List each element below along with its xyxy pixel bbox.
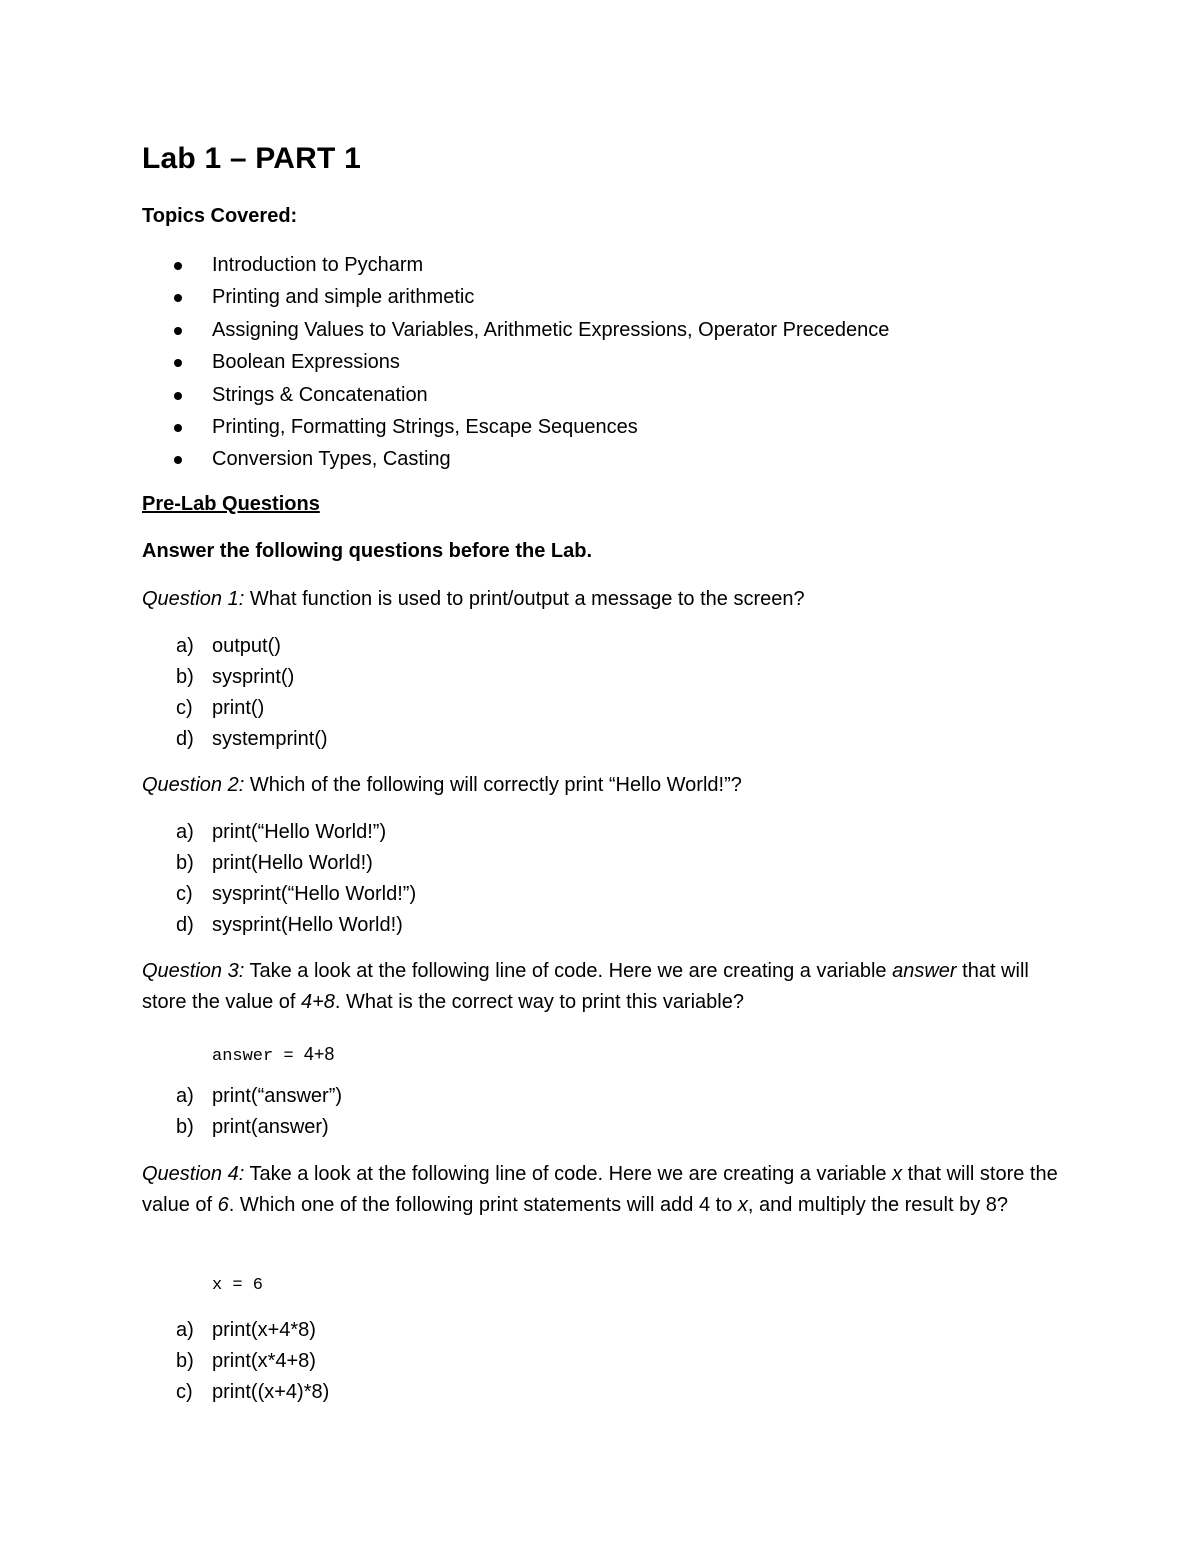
option-item: b) print(Hello World!) bbox=[176, 852, 373, 874]
code-line: answer = 4+8 bbox=[212, 1044, 335, 1066]
list-item: Boolean Expressions bbox=[142, 346, 889, 378]
option-item: a) print(“answer”) bbox=[176, 1085, 343, 1107]
question-4: Question 4: Take a look at the following line of code. Here we are creating a variable x that will store the value of 6. Which one of the following print statements will add 4 to x, and multiply the result by 8? bbox=[142, 1163, 1058, 1216]
code-line: x = 6 bbox=[212, 1276, 264, 1295]
option-item: c) sysprint(“Hello World!”) bbox=[176, 883, 417, 905]
option-item: a) output() bbox=[176, 635, 281, 657]
prelab-heading: Pre-Lab Questions bbox=[142, 493, 320, 515]
question-text: Which of the following will correctly print “Hello World!”? bbox=[244, 774, 742, 796]
bullet-icon bbox=[174, 327, 182, 335]
bullet-icon bbox=[174, 359, 182, 367]
question-1-options bbox=[142, 631, 328, 755]
option-item: c) print((x+4)*8) bbox=[176, 1381, 330, 1403]
bullet-icon bbox=[174, 392, 182, 400]
option-item: a) print(x+4*8) bbox=[176, 1319, 316, 1341]
bullet-icon bbox=[174, 456, 182, 464]
option-item: b) print(answer) bbox=[176, 1116, 329, 1138]
option-item: b) sysprint() bbox=[176, 666, 295, 688]
list-item: Printing, Formatting Strings, Escape Sequences bbox=[142, 411, 889, 443]
question-4-options bbox=[142, 1315, 329, 1408]
question-label: Question 1: bbox=[142, 588, 245, 610]
topics-label: Topics Covered: bbox=[142, 205, 298, 227]
question-2 bbox=[142, 770, 1072, 801]
bullet-icon bbox=[174, 294, 182, 302]
question-label: Question 2: bbox=[142, 774, 245, 796]
bullet-icon bbox=[174, 262, 182, 270]
option-item: d) systemprint() bbox=[176, 728, 328, 750]
option-item: c) print() bbox=[176, 697, 265, 719]
option-item: a) print(“Hello World!”) bbox=[176, 821, 387, 843]
question-1 bbox=[142, 584, 1072, 615]
question-2-options bbox=[142, 817, 416, 941]
list-item: Conversion Types, Casting bbox=[142, 443, 889, 475]
question-label: Question 3: bbox=[142, 960, 245, 982]
question-3-options bbox=[142, 1081, 342, 1143]
option-item: b) print(x*4+8) bbox=[176, 1350, 316, 1372]
list-item: Introduction to Pycharm bbox=[142, 249, 889, 281]
option-item: d) sysprint(Hello World!) bbox=[176, 914, 403, 936]
question-label: Question 4: bbox=[142, 1163, 245, 1185]
topics-list bbox=[142, 249, 889, 476]
list-item: Printing and simple arithmetic bbox=[142, 281, 889, 313]
question-text: What function is used to print/output a message to the screen? bbox=[244, 588, 805, 610]
bullet-icon bbox=[174, 424, 182, 432]
page-title: Lab 1 – PART 1 bbox=[142, 142, 361, 175]
list-item: Strings & Concatenation bbox=[142, 379, 889, 411]
prelab-instruction: Answer the following questions before the Lab. bbox=[142, 540, 593, 562]
question-3: Question 3: Take a look at the following line of code. Here we are creating a variable answer that will store the value of 4+8. What is the correct way to print this variable? bbox=[142, 960, 1029, 1013]
list-item: Assigning Values to Variables, Arithmetic Expressions, Operator Precedence bbox=[142, 314, 889, 346]
